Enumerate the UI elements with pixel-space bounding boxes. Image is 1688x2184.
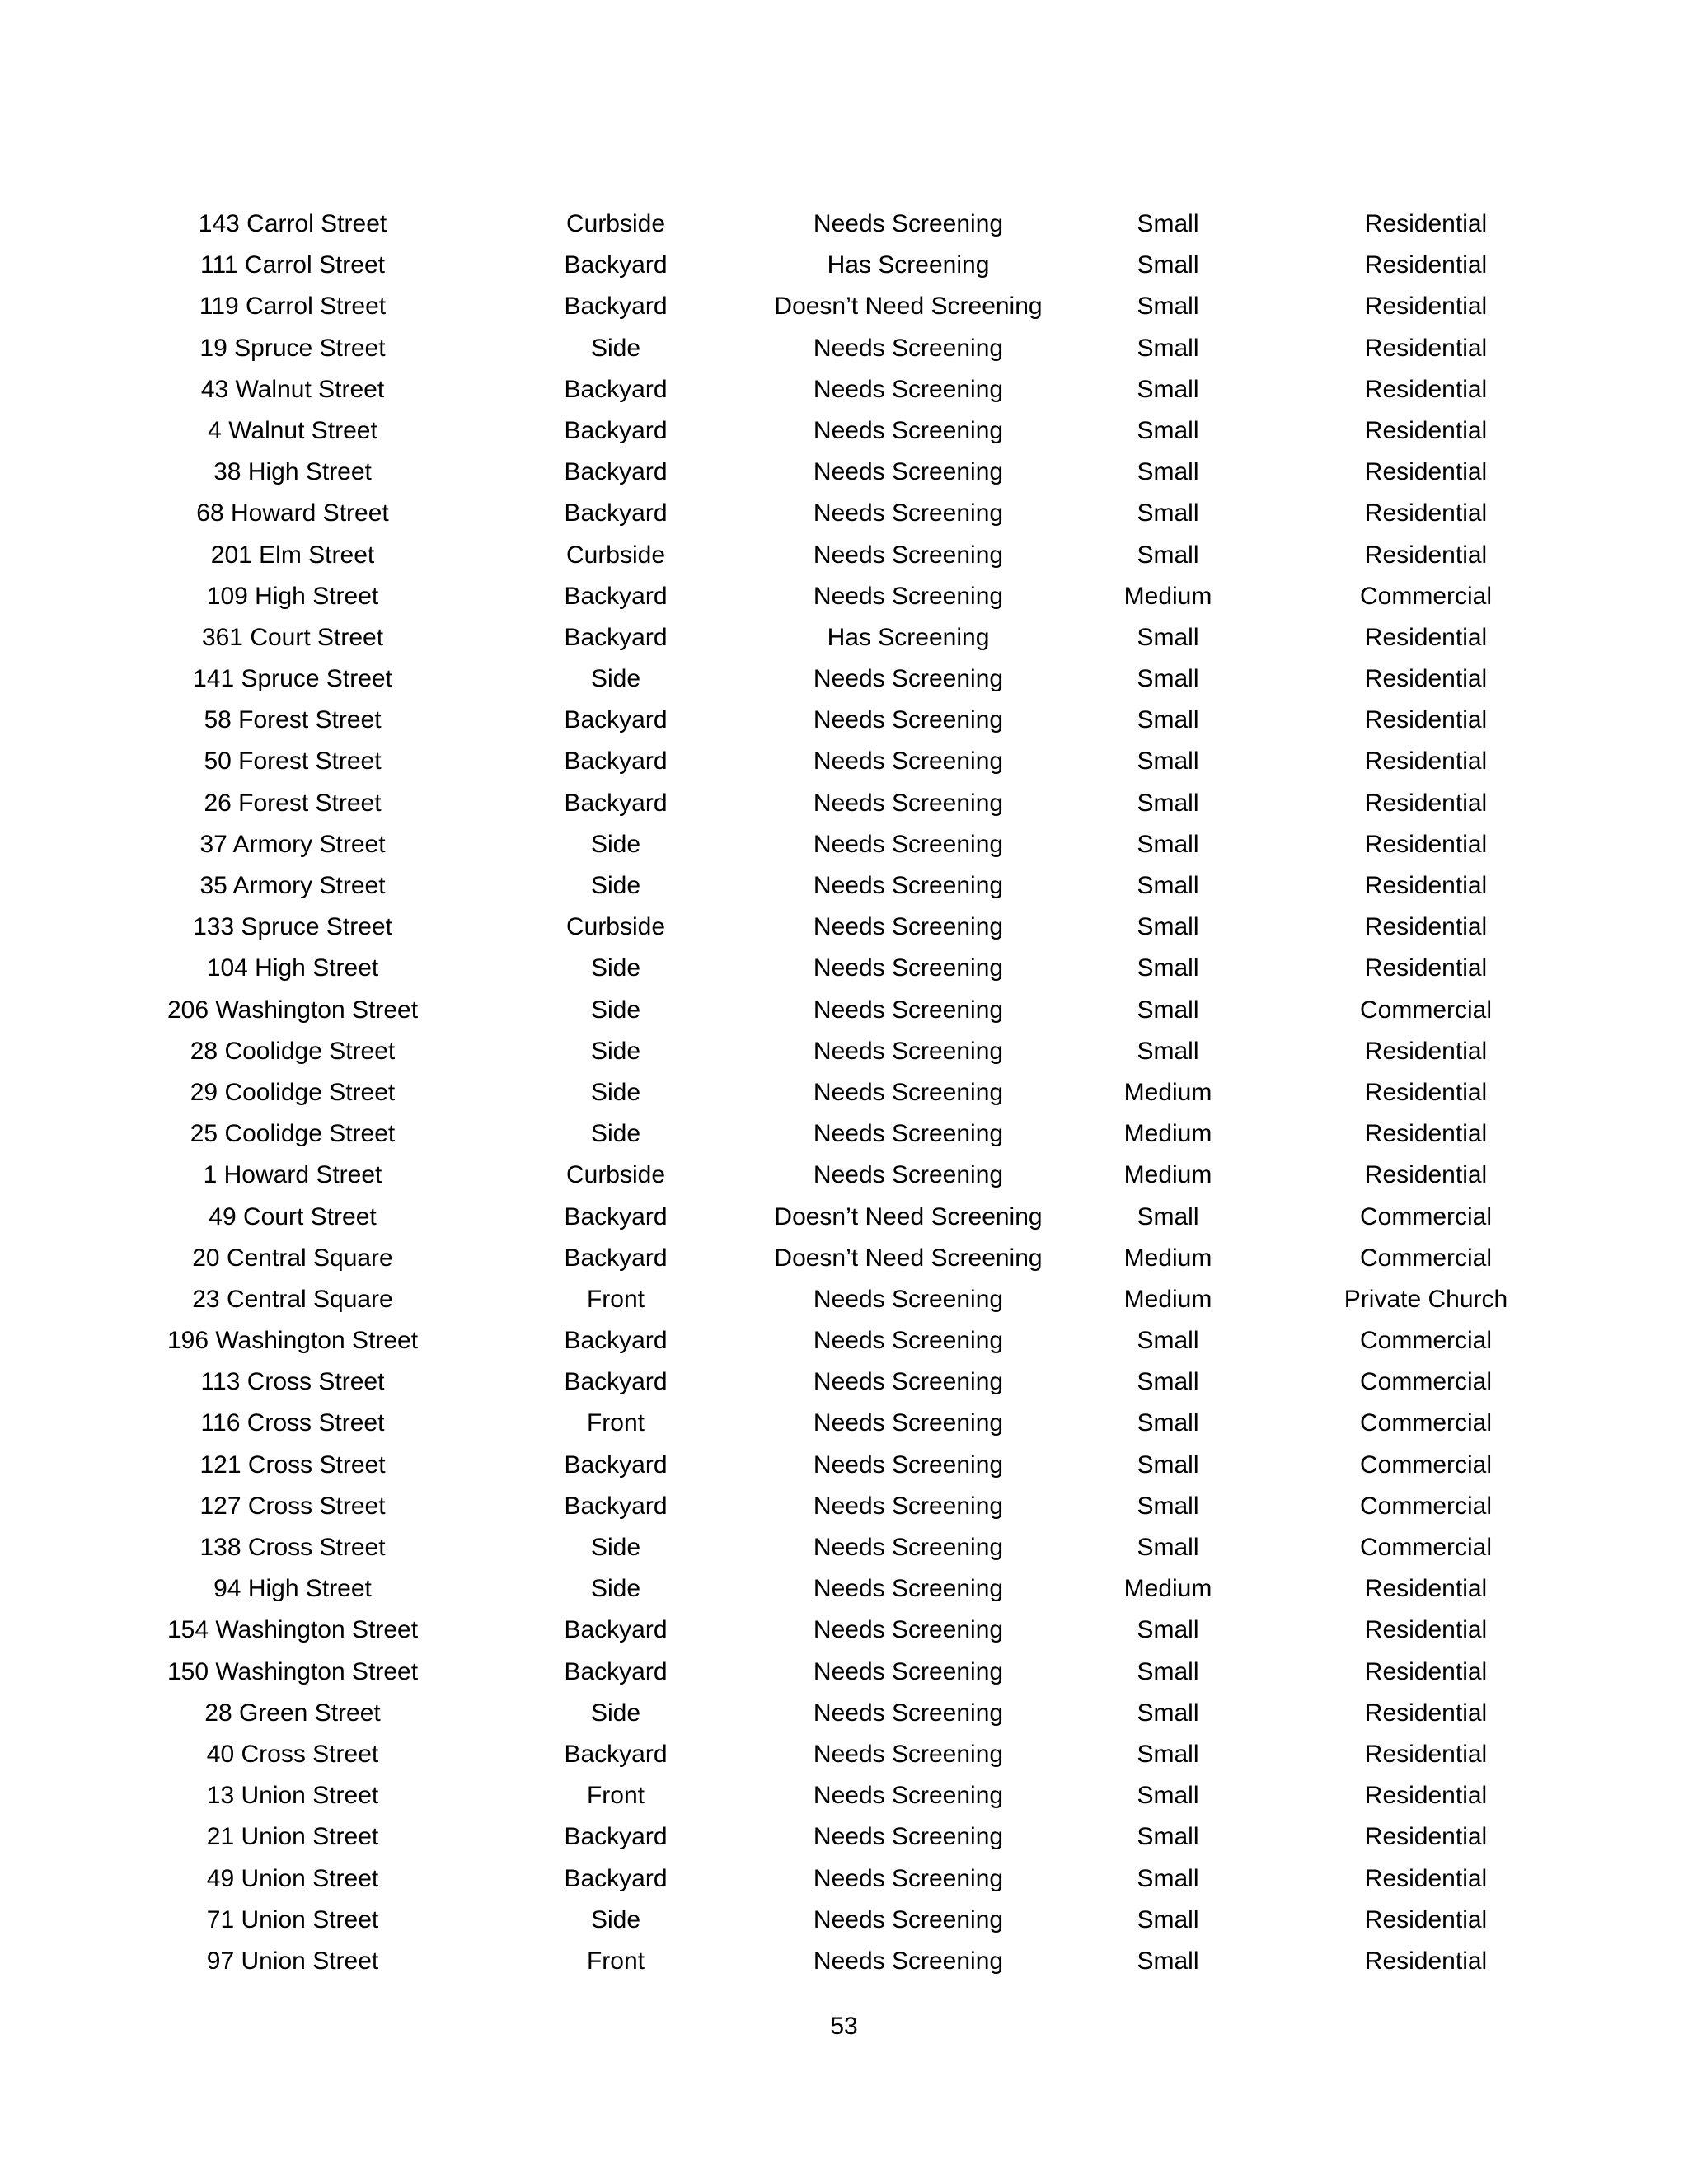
type-cell: Residential: [1364, 499, 1488, 527]
table-row: [0, 617, 1688, 658]
location-cell: Backyard: [564, 1451, 668, 1479]
type-cell: Residential: [1364, 872, 1488, 899]
type-cell: Residential: [1364, 375, 1488, 403]
location-cell: Side: [590, 1078, 641, 1106]
address-cell: 206 Washington Street: [166, 996, 419, 1024]
table-row: [0, 865, 1688, 907]
address-cell: 49 Union Street: [206, 1864, 379, 1892]
type-cell: Residential: [1364, 251, 1488, 279]
size-cell: Small: [1137, 1534, 1199, 1561]
type-cell: Residential: [1364, 623, 1488, 651]
location-cell: Side: [590, 1037, 641, 1065]
table-row: [0, 204, 1688, 245]
screening-cell: Needs Screening: [813, 582, 1004, 610]
size-cell: Small: [1137, 458, 1199, 486]
address-cell: 25 Coolidge Street: [190, 1120, 396, 1148]
size-cell: Small: [1137, 416, 1199, 444]
address-cell: 1 Howard Street: [203, 1161, 382, 1189]
address-cell: 133 Spruce Street: [193, 913, 392, 941]
type-cell: Residential: [1364, 334, 1488, 362]
address-cell: 150 Washington Street: [166, 1657, 419, 1685]
table-row: [0, 1775, 1688, 1816]
table-row: [0, 452, 1688, 493]
table-row: [0, 1527, 1688, 1568]
location-cell: Front: [586, 1409, 645, 1437]
type-cell: Residential: [1364, 1037, 1488, 1065]
location-cell: Backyard: [564, 1327, 668, 1355]
screening-cell: Doesn’t Need Screening: [774, 1202, 1043, 1230]
size-cell: Small: [1137, 1616, 1199, 1644]
location-cell: Backyard: [564, 1244, 668, 1272]
address-cell: 21 Union Street: [206, 1823, 379, 1851]
screening-cell: Needs Screening: [813, 210, 1004, 237]
location-cell: Backyard: [564, 1368, 668, 1396]
table-row: [0, 1155, 1688, 1196]
size-cell: Small: [1137, 293, 1199, 321]
location-cell: Side: [590, 996, 641, 1024]
table-row: [0, 1941, 1688, 1982]
table-row: [0, 1361, 1688, 1403]
table-row: [0, 1031, 1688, 1072]
screening-cell: Needs Screening: [813, 1740, 1004, 1768]
size-cell: Small: [1137, 1368, 1199, 1396]
screening-cell: Needs Screening: [813, 748, 1004, 776]
size-cell: Small: [1137, 623, 1199, 651]
type-cell: Residential: [1364, 210, 1488, 237]
size-cell: Small: [1137, 1947, 1199, 1975]
address-cell: 13 Union Street: [206, 1782, 379, 1810]
address-cell: 121 Cross Street: [199, 1451, 386, 1479]
size-cell: Small: [1137, 1823, 1199, 1851]
location-cell: Backyard: [564, 1616, 668, 1644]
type-cell: Residential: [1364, 1616, 1488, 1644]
type-cell: Residential: [1364, 665, 1488, 693]
location-cell: Side: [590, 1905, 641, 1933]
size-cell: Small: [1137, 1740, 1199, 1768]
size-cell: Small: [1137, 1327, 1199, 1355]
location-cell: Side: [590, 1534, 641, 1561]
size-cell: Small: [1137, 706, 1199, 734]
table-row: [0, 741, 1688, 782]
table-row: [0, 1320, 1688, 1361]
table-row: [0, 410, 1688, 452]
type-cell: Residential: [1364, 1905, 1488, 1933]
location-cell: Backyard: [564, 582, 668, 610]
table-row: [0, 328, 1688, 369]
address-cell: 119 Carrol Street: [199, 293, 387, 321]
address-cell: 196 Washington Street: [166, 1327, 419, 1355]
screening-cell: Needs Screening: [813, 913, 1004, 941]
screening-cell: Needs Screening: [813, 1864, 1004, 1892]
address-cell: 94 High Street: [213, 1575, 372, 1603]
table-row: [0, 1610, 1688, 1651]
type-cell: Residential: [1364, 748, 1488, 776]
address-cell: 127 Cross Street: [199, 1492, 386, 1520]
size-cell: Small: [1137, 1699, 1199, 1727]
type-cell: Commercial: [1359, 1202, 1493, 1230]
type-cell: Residential: [1364, 706, 1488, 734]
size-cell: Medium: [1123, 1244, 1212, 1272]
type-cell: Residential: [1364, 1657, 1488, 1685]
location-cell: Backyard: [564, 1864, 668, 1892]
size-cell: Medium: [1123, 1575, 1212, 1603]
location-cell: Side: [590, 1699, 641, 1727]
screening-cell: Needs Screening: [813, 1823, 1004, 1851]
location-cell: Backyard: [564, 1657, 668, 1685]
type-cell: Private Church: [1343, 1285, 1508, 1313]
address-cell: 50 Forest Street: [204, 748, 382, 776]
property-table: [0, 204, 1688, 1982]
address-cell: 71 Union Street: [206, 1905, 379, 1933]
location-cell: Side: [590, 665, 641, 693]
type-cell: Commercial: [1359, 582, 1493, 610]
screening-cell: Needs Screening: [813, 872, 1004, 899]
address-cell: 40 Cross Street: [206, 1740, 379, 1768]
size-cell: Medium: [1123, 1120, 1212, 1148]
location-cell: Backyard: [564, 748, 668, 776]
location-cell: Backyard: [564, 458, 668, 486]
type-cell: Residential: [1364, 293, 1488, 321]
table-row: [0, 1652, 1688, 1693]
size-cell: Small: [1137, 996, 1199, 1024]
screening-cell: Needs Screening: [813, 1161, 1004, 1189]
table-row: [0, 700, 1688, 741]
table-row: [0, 1238, 1688, 1279]
address-cell: 143 Carrol Street: [198, 210, 387, 237]
location-cell: Curbside: [565, 210, 666, 237]
screening-cell: Needs Screening: [813, 1368, 1004, 1396]
screening-cell: Needs Screening: [813, 1947, 1004, 1975]
table-row: [0, 1072, 1688, 1113]
screening-cell: Needs Screening: [813, 1409, 1004, 1437]
size-cell: Small: [1137, 830, 1199, 858]
type-cell: Residential: [1364, 1947, 1488, 1975]
table-row: [0, 1900, 1688, 1941]
size-cell: Small: [1137, 872, 1199, 899]
size-cell: Small: [1137, 334, 1199, 362]
size-cell: Small: [1137, 1451, 1199, 1479]
screening-cell: Needs Screening: [813, 416, 1004, 444]
address-cell: 361 Court Street: [201, 623, 384, 651]
size-cell: Medium: [1123, 1161, 1212, 1189]
table-row: [0, 245, 1688, 286]
table-row: [0, 1445, 1688, 1486]
table-row: [0, 907, 1688, 948]
size-cell: Medium: [1123, 582, 1212, 610]
screening-cell: Needs Screening: [813, 954, 1004, 982]
address-cell: 19 Spruce Street: [199, 334, 386, 362]
size-cell: Small: [1137, 1492, 1199, 1520]
table-row: [0, 1279, 1688, 1320]
screening-cell: Doesn’t Need Screening: [774, 293, 1043, 321]
size-cell: Small: [1137, 541, 1199, 569]
size-cell: Small: [1137, 499, 1199, 527]
screening-cell: Needs Screening: [813, 1078, 1004, 1106]
screening-cell: Needs Screening: [813, 665, 1004, 693]
location-cell: Side: [590, 1120, 641, 1148]
address-cell: 97 Union Street: [206, 1947, 379, 1975]
type-cell: Commercial: [1359, 1534, 1493, 1561]
type-cell: Residential: [1364, 416, 1488, 444]
location-cell: Backyard: [564, 499, 668, 527]
address-cell: 154 Washington Street: [166, 1616, 419, 1644]
screening-cell: Doesn’t Need Screening: [774, 1244, 1043, 1272]
table-row: [0, 1734, 1688, 1775]
location-cell: Side: [590, 1575, 641, 1603]
address-cell: 104 High Street: [206, 954, 379, 982]
type-cell: Residential: [1364, 789, 1488, 817]
location-cell: Front: [586, 1782, 645, 1810]
screening-cell: Needs Screening: [813, 1451, 1004, 1479]
address-cell: 116 Cross Street: [200, 1409, 385, 1437]
address-cell: 138 Cross Street: [199, 1534, 386, 1561]
address-cell: 141 Spruce Street: [193, 665, 392, 693]
size-cell: Medium: [1123, 1078, 1212, 1106]
screening-cell: Needs Screening: [813, 789, 1004, 817]
size-cell: Small: [1137, 1782, 1199, 1810]
size-cell: Small: [1137, 1864, 1199, 1892]
type-cell: Commercial: [1359, 1492, 1493, 1520]
address-cell: 26 Forest Street: [204, 789, 382, 817]
address-cell: 38 High Street: [213, 458, 372, 486]
table-row: [0, 1816, 1688, 1858]
size-cell: Small: [1137, 1409, 1199, 1437]
location-cell: Backyard: [564, 416, 668, 444]
screening-cell: Needs Screening: [813, 830, 1004, 858]
screening-cell: Needs Screening: [813, 458, 1004, 486]
type-cell: Commercial: [1359, 996, 1493, 1024]
location-cell: Curbside: [565, 1161, 666, 1189]
location-cell: Backyard: [564, 375, 668, 403]
screening-cell: Needs Screening: [813, 1782, 1004, 1810]
type-cell: Residential: [1364, 458, 1488, 486]
location-cell: Backyard: [564, 1823, 668, 1851]
type-cell: Residential: [1364, 1699, 1488, 1727]
type-cell: Commercial: [1359, 1409, 1493, 1437]
location-cell: Side: [590, 830, 641, 858]
table-row: [0, 1858, 1688, 1900]
type-cell: Residential: [1364, 1740, 1488, 1768]
table-row: [0, 1693, 1688, 1734]
type-cell: Commercial: [1359, 1244, 1493, 1272]
type-cell: Residential: [1364, 1161, 1488, 1189]
address-cell: 20 Central Square: [192, 1244, 393, 1272]
screening-cell: Needs Screening: [813, 1492, 1004, 1520]
address-cell: 28 Coolidge Street: [190, 1037, 396, 1065]
screening-cell: Needs Screening: [813, 996, 1004, 1024]
table-row: [0, 948, 1688, 989]
screening-cell: Needs Screening: [813, 375, 1004, 403]
location-cell: Backyard: [564, 706, 668, 734]
table-row: [0, 286, 1688, 327]
size-cell: Small: [1137, 1905, 1199, 1933]
screening-cell: Needs Screening: [813, 1327, 1004, 1355]
table-row: [0, 576, 1688, 617]
type-cell: Residential: [1364, 1575, 1488, 1603]
location-cell: Side: [590, 334, 641, 362]
location-cell: Side: [590, 954, 641, 982]
type-cell: Commercial: [1359, 1368, 1493, 1396]
size-cell: Small: [1137, 1037, 1199, 1065]
table-row: [0, 1486, 1688, 1527]
table-row: [0, 1197, 1688, 1238]
address-cell: 58 Forest Street: [204, 706, 382, 734]
size-cell: Medium: [1123, 1285, 1212, 1313]
size-cell: Small: [1137, 748, 1199, 776]
location-cell: Backyard: [564, 293, 668, 321]
table-row: [0, 535, 1688, 576]
address-cell: 113 Cross Street: [200, 1368, 385, 1396]
table-row: [0, 1403, 1688, 1444]
size-cell: Small: [1137, 251, 1199, 279]
table-row: [0, 990, 1688, 1031]
location-cell: Backyard: [564, 623, 668, 651]
size-cell: Small: [1137, 210, 1199, 237]
screening-cell: Needs Screening: [813, 1534, 1004, 1561]
location-cell: Backyard: [564, 1202, 668, 1230]
size-cell: Small: [1137, 375, 1199, 403]
table-row: [0, 783, 1688, 824]
address-cell: 49 Court Street: [209, 1202, 377, 1230]
address-cell: 201 Elm Street: [210, 541, 375, 569]
type-cell: Residential: [1364, 913, 1488, 941]
table-row: [0, 824, 1688, 865]
location-cell: Curbside: [565, 913, 666, 941]
type-cell: Commercial: [1359, 1327, 1493, 1355]
type-cell: Residential: [1364, 1782, 1488, 1810]
type-cell: Residential: [1364, 1120, 1488, 1148]
location-cell: Side: [590, 872, 641, 899]
size-cell: Small: [1137, 665, 1199, 693]
location-cell: Front: [586, 1285, 645, 1313]
type-cell: Residential: [1364, 1864, 1488, 1892]
size-cell: Small: [1137, 789, 1199, 817]
address-cell: 29 Coolidge Street: [190, 1078, 396, 1106]
screening-cell: Needs Screening: [813, 499, 1004, 527]
size-cell: Small: [1137, 913, 1199, 941]
address-cell: 68 Howard Street: [196, 499, 389, 527]
size-cell: Small: [1137, 1202, 1199, 1230]
location-cell: Backyard: [564, 789, 668, 817]
size-cell: Small: [1137, 954, 1199, 982]
table-row: [0, 658, 1688, 700]
type-cell: Residential: [1364, 1078, 1488, 1106]
screening-cell: Has Screening: [827, 623, 990, 651]
address-cell: 28 Green Street: [204, 1699, 381, 1727]
screening-cell: Needs Screening: [813, 334, 1004, 362]
type-cell: Commercial: [1359, 1451, 1493, 1479]
address-cell: 4 Walnut Street: [208, 416, 377, 444]
address-cell: 111 Carrol Street: [200, 251, 385, 279]
location-cell: Backyard: [564, 251, 668, 279]
table-row: [0, 493, 1688, 534]
screening-cell: Has Screening: [827, 251, 990, 279]
screening-cell: Needs Screening: [813, 1699, 1004, 1727]
type-cell: Residential: [1364, 954, 1488, 982]
screening-cell: Needs Screening: [813, 1905, 1004, 1933]
table-row: [0, 1113, 1688, 1155]
type-cell: Residential: [1364, 830, 1488, 858]
type-cell: Residential: [1364, 541, 1488, 569]
location-cell: Backyard: [564, 1492, 668, 1520]
address-cell: 43 Walnut Street: [200, 375, 385, 403]
size-cell: Small: [1137, 1657, 1199, 1685]
location-cell: Front: [586, 1947, 645, 1975]
screening-cell: Needs Screening: [813, 1120, 1004, 1148]
screening-cell: Needs Screening: [813, 706, 1004, 734]
screening-cell: Needs Screening: [813, 1657, 1004, 1685]
screening-cell: Needs Screening: [813, 541, 1004, 569]
address-cell: 23 Central Square: [192, 1285, 393, 1313]
address-cell: 37 Armory Street: [199, 830, 386, 858]
type-cell: Residential: [1364, 1823, 1488, 1851]
page-number: 53: [830, 2013, 858, 2040]
screening-cell: Needs Screening: [813, 1285, 1004, 1313]
table-row: [0, 369, 1688, 410]
location-cell: Curbside: [565, 541, 666, 569]
screening-cell: Needs Screening: [813, 1037, 1004, 1065]
location-cell: Backyard: [564, 1740, 668, 1768]
address-cell: 35 Armory Street: [199, 872, 386, 899]
table-row: [0, 1568, 1688, 1610]
screening-cell: Needs Screening: [813, 1575, 1004, 1603]
address-cell: 109 High Street: [206, 582, 379, 610]
screening-cell: Needs Screening: [813, 1616, 1004, 1644]
